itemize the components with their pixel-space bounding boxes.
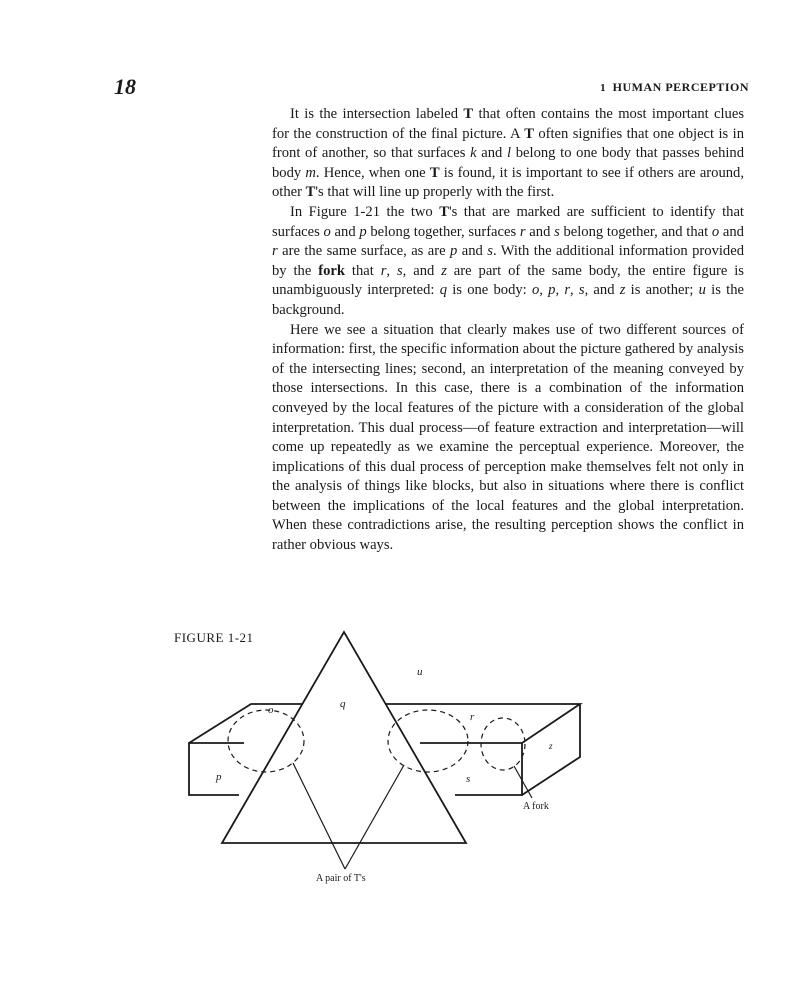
text-run: r (564, 282, 570, 299)
text-run: T (305, 184, 316, 201)
text-run: o (711, 223, 720, 240)
text-run: and (719, 223, 744, 240)
text-run: is another; (625, 282, 699, 299)
text-run: l (507, 145, 512, 162)
text-run: and (330, 223, 360, 240)
text-run: belong together, and that (559, 223, 712, 240)
text-run: T (429, 164, 440, 181)
text-run: o (531, 282, 540, 299)
text-run: fork (318, 262, 346, 279)
paragraph-3 (272, 321, 744, 556)
running-head (600, 80, 749, 95)
text-run: q (439, 282, 448, 299)
text-run: that often contains the most important clues for the construction of the final picture. A (272, 106, 745, 142)
text-run: Here we see a situation that clearly makes use of two different sources of information: first, the specific information about the picture gathered by analysis of the intersecting lines; second, an interpretation of the meaning conveyed by those intersections. In this case, there is a combination of the information conveyed by the local features of the picture with a consideration of the global interpretation. This dual process—of feature extraction and interpretation—will come up repeatedly as we examine the perceptual experience. Moreover, the implications of this dual process of perception make themselves felt not only in the analysis of things like blocks, but also in situations where there is conflict between the implications of the local features and the global interpretation. When these contradictions arise, the resulting perception shows the conflict in rather obvious ways. (272, 321, 744, 554)
text-run: r (272, 243, 278, 260)
left-block-front (189, 743, 244, 795)
label-s: s (466, 773, 471, 785)
text-run: is one body: (447, 282, 532, 299)
label-o: o (268, 704, 274, 716)
right-block-top-front-edge (386, 704, 580, 743)
text-run: 's that are marked are sufficient to identify that surfaces (272, 203, 744, 240)
text-run: are part of the same body, the entire figure is unambiguously interpreted: (272, 262, 744, 299)
text-run: T (439, 203, 449, 220)
text-run: z (619, 282, 626, 299)
text-run: and (476, 145, 507, 162)
text-run: s (487, 243, 493, 260)
text-run: r (519, 223, 526, 240)
figure-1-21-diagram (180, 625, 600, 885)
text-run: , (555, 282, 565, 299)
pointer-fork (514, 766, 532, 798)
text-run: 's that will line up properly with the first. (315, 184, 555, 201)
text-run: m (305, 164, 316, 181)
text-run: is the background. (272, 282, 744, 318)
text-run: k (470, 145, 477, 162)
text-run: , and (402, 262, 442, 279)
text-run: , (570, 282, 579, 299)
callout-fork: A fork (523, 801, 549, 812)
text-run: belong to one body that passes behind body (272, 145, 745, 181)
text-run: p (359, 223, 367, 240)
paragraph-2 (272, 203, 744, 321)
text-run: s (554, 223, 560, 240)
text-run: , (386, 262, 397, 279)
text-run: s (578, 282, 585, 299)
text-run: and (525, 223, 555, 240)
chapter-number: 1 (600, 82, 607, 94)
text-run: belong together, surfaces (366, 223, 520, 240)
text-run: In Figure 1-21 the two (290, 203, 440, 220)
paragraph-1 (272, 105, 744, 203)
text-run: It is the intersection labeled (290, 106, 464, 122)
text-run: are the same surface, as are (277, 243, 451, 260)
right-block-front-bottom (455, 743, 522, 795)
label-p: p (216, 771, 222, 783)
text-run: , (539, 282, 549, 299)
fork-circle (481, 718, 525, 770)
text-run: is found, it is important to see if others are around, other (272, 164, 745, 201)
chapter-title: HUMAN PERCEPTION (612, 80, 749, 94)
page-number: 18 (114, 74, 136, 99)
text-run: that (345, 262, 381, 279)
label-z: z (549, 741, 553, 751)
text-run: . Hence, when one (315, 164, 430, 181)
text-run: o (323, 223, 331, 240)
text-run: and (457, 243, 488, 260)
text-run: z (441, 262, 447, 279)
text-run: s (396, 262, 403, 279)
text-run: T (463, 106, 474, 122)
label-u: u (417, 666, 423, 678)
text-run: often signifies that one object is in front of another, so that surfaces (272, 125, 745, 162)
text-run: u (698, 282, 706, 299)
triangle-q (222, 632, 466, 843)
label-q: q (340, 698, 346, 710)
text-run: p (450, 243, 458, 260)
body-text (272, 105, 744, 556)
text-run: . With the additional information provided by the (272, 243, 744, 279)
text-run: r (380, 262, 387, 279)
text-run: , and (584, 282, 620, 299)
label-r: r (470, 711, 475, 723)
callout-pair-of-ts: A pair of T's (316, 873, 366, 884)
text-run: T (524, 125, 534, 142)
figure-label: FIGURE 1-21 (174, 630, 254, 645)
text-run: p (548, 282, 556, 299)
